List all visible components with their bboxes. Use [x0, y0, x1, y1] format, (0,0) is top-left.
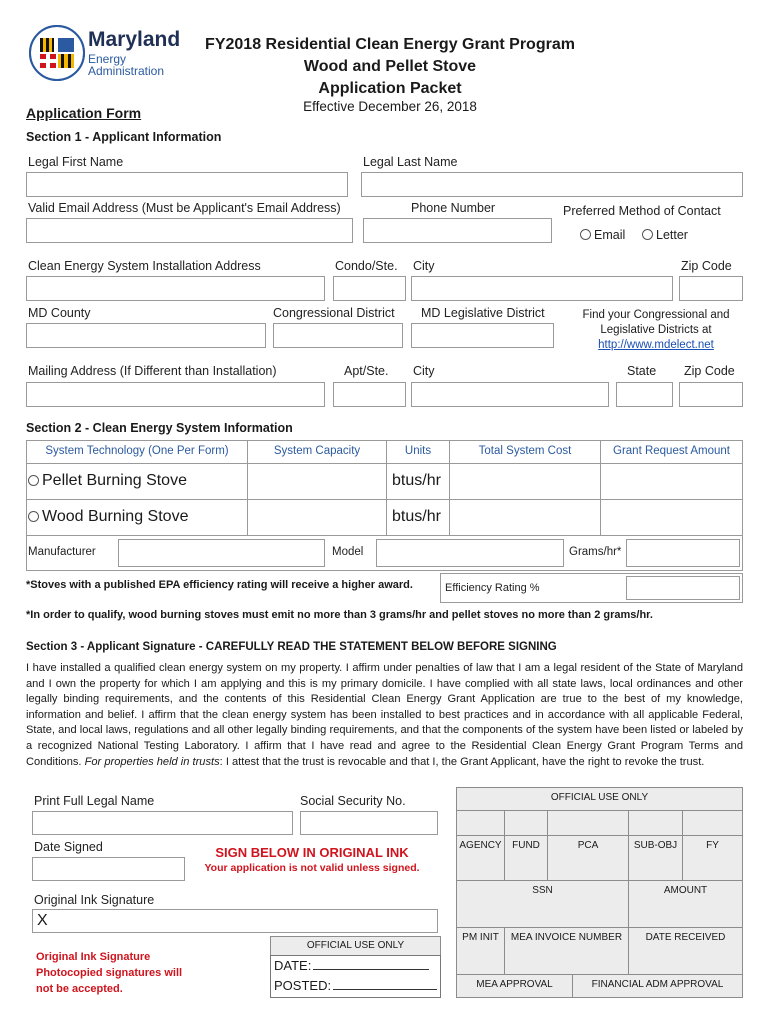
- statement-italic: For properties held in trusts: [84, 755, 220, 768]
- form-title: Application Form: [26, 105, 142, 121]
- print-name-label: Print Full Legal Name: [34, 794, 155, 808]
- opt-email-label: Email: [594, 228, 626, 242]
- email-label: Valid Email Address (Must be Applicant's Email Address): [28, 201, 341, 215]
- city2-field[interactable]: [411, 382, 609, 407]
- qualify-note: *In order to qualify, wood burning stoves must emit no more than 3 grams/hr and pellet stoves no more than 2 grams/hr.: [26, 609, 653, 621]
- congressional-label: Congressional District: [273, 306, 395, 320]
- phone-field[interactable]: [363, 218, 552, 243]
- radio-letter-icon[interactable]: [642, 229, 653, 240]
- state-field[interactable]: [616, 382, 673, 407]
- mdelect-link[interactable]: http://www.mdelect.net: [598, 339, 714, 351]
- last-name-label: Legal Last Name: [363, 155, 458, 169]
- header-line3: Application Packet: [318, 80, 462, 97]
- office-blank-4: [628, 810, 683, 836]
- mailing-address-field[interactable]: [26, 382, 325, 407]
- orig-sig-label: Original Ink Signature: [34, 893, 155, 907]
- wood-option[interactable]: [28, 508, 188, 526]
- col-units: Units: [404, 445, 432, 457]
- zip2-field[interactable]: [679, 382, 743, 407]
- not-valid-note: Your application is not valid unless signed.: [204, 862, 420, 874]
- col-tech: System Technology (One Per Form): [45, 445, 229, 457]
- warn-line1: Original Ink Signature: [36, 951, 151, 963]
- contact-letter-option[interactable]: [642, 228, 688, 242]
- find-line2: Legislative Districts at: [600, 324, 712, 336]
- email-field[interactable]: [26, 218, 353, 243]
- office-mea-approval: MEA APPROVAL: [456, 974, 573, 998]
- office-subobj: SUB-OBJ: [628, 835, 683, 881]
- statement-end: : I attest that the trust is revocable and that I, the Grant Applicant, have the right to revoke the trust.: [219, 755, 705, 768]
- col-grant: Grant Request Amount: [613, 445, 730, 457]
- office-mea-invoice: MEA INVOICE NUMBER: [504, 927, 629, 975]
- epa-note: *Stoves with a published EPA efficiency rating will receive a higher award.: [26, 579, 413, 591]
- condo-label: Condo/Ste.: [335, 259, 398, 273]
- wood-label: Wood Burning Stove: [42, 508, 189, 525]
- city2-label: City: [413, 364, 435, 378]
- office-date-received: DATE RECEIVED: [628, 927, 743, 975]
- efficiency-field[interactable]: [626, 576, 740, 600]
- pellet-cost-field[interactable]: [449, 463, 601, 500]
- ssn-field[interactable]: [300, 811, 438, 835]
- posted-line-label: POSTED:: [274, 978, 332, 993]
- date-signed-field[interactable]: [32, 857, 185, 881]
- phone-label: Phone Number: [411, 201, 496, 215]
- office-blank-2: [504, 810, 548, 836]
- warn-line2: Photocopied signatures will: [36, 967, 183, 979]
- date-signed-label: Date Signed: [34, 840, 103, 854]
- brand-name: Maryland: [88, 28, 181, 51]
- office-ssn: SSN: [456, 880, 629, 928]
- radio-email-icon[interactable]: [580, 229, 591, 240]
- radio-wood-icon[interactable]: [28, 511, 39, 522]
- install-address-field[interactable]: [26, 276, 325, 301]
- grams-field[interactable]: [626, 539, 740, 567]
- model-field[interactable]: [376, 539, 564, 567]
- warn-line3: not be accepted.: [36, 983, 123, 995]
- find-line1: Find your Congressional and: [582, 309, 730, 321]
- zip2-label: Zip Code: [684, 364, 735, 378]
- mailing-label: Mailing Address (If Different than Installation): [28, 364, 277, 378]
- print-name-field[interactable]: [32, 811, 293, 835]
- model-label: Model: [332, 546, 364, 558]
- pellet-grant-field[interactable]: [600, 463, 743, 500]
- condo-field[interactable]: [333, 276, 406, 301]
- pellet-unit: btus/hr: [392, 472, 441, 489]
- header-line2: Wood and Pellet Stove: [303, 58, 477, 75]
- posted-line: [274, 978, 437, 993]
- pellet-option[interactable]: [28, 472, 187, 490]
- brand-sub1: Energy: [88, 52, 127, 66]
- zip-label: Zip Code: [681, 259, 732, 273]
- contact-email-option[interactable]: [580, 228, 625, 242]
- office-title: OFFICIAL USE ONLY: [456, 787, 743, 811]
- header-block: [170, 34, 610, 100]
- office-pminit: PM INIT: [456, 927, 505, 975]
- manufacturer-field[interactable]: [118, 539, 325, 567]
- install-address-label: Clean Energy System Installation Address: [28, 259, 261, 273]
- office-fin-approval: FINANCIAL ADM APPROVAL: [572, 974, 743, 998]
- office-use-small-header: OFFICIAL USE ONLY: [270, 936, 441, 956]
- office-blank-3: [547, 810, 629, 836]
- manufacturer-label: Manufacturer: [28, 546, 96, 558]
- find-district-note: [566, 308, 746, 353]
- county-label: MD County: [28, 306, 91, 320]
- last-name-field[interactable]: [361, 172, 743, 197]
- congressional-field[interactable]: [273, 323, 403, 348]
- date-line: [274, 958, 429, 973]
- maryland-logo: [28, 24, 86, 82]
- office-blank-1: [456, 810, 505, 836]
- grams-label: Grams/hr*: [569, 546, 622, 558]
- office-amount: AMOUNT: [628, 880, 743, 928]
- wood-cost-field[interactable]: [449, 499, 601, 536]
- zip-field[interactable]: [679, 276, 743, 301]
- wood-unit: btus/hr: [392, 508, 441, 525]
- county-field[interactable]: [26, 323, 266, 348]
- date-line-label: DATE:: [274, 958, 312, 973]
- office-fund: FUND: [504, 835, 548, 881]
- legislative-field[interactable]: [411, 323, 554, 348]
- wood-capacity-field[interactable]: [247, 499, 387, 536]
- first-name-label: Legal First Name: [28, 155, 124, 169]
- col-cost: Total System Cost: [478, 445, 572, 457]
- brand-sub2: Administration: [88, 64, 165, 78]
- section2-title: Section 2 - Clean Energy System Information: [26, 421, 293, 435]
- header-line1: FY2018 Residential Clean Energy Grant Program: [205, 36, 575, 53]
- signature-field[interactable]: [32, 909, 438, 933]
- opt-letter-label: Letter: [656, 228, 688, 242]
- city-field[interactable]: [411, 276, 673, 301]
- radio-pellet-icon[interactable]: [28, 475, 39, 486]
- pellet-capacity-field[interactable]: [247, 463, 387, 500]
- efficiency-label: Efficiency Rating %: [445, 582, 540, 594]
- apt-field[interactable]: [333, 382, 406, 407]
- col-capacity: System Capacity: [273, 445, 361, 457]
- pellet-label: Pellet Burning Stove: [42, 472, 187, 489]
- office-pca: PCA: [547, 835, 629, 881]
- first-name-field[interactable]: [26, 172, 348, 197]
- section1-title: Section 1 - Applicant Information: [26, 130, 222, 144]
- statement-main: I have installed a qualified clean energy system on my property. I affirm under penalties of law that I am a legal resident of the State of Maryland and I own the property for which I am applying and this is my primary domicile. I have complied with all state laws, local ordinances and other legally binding requirements, and the contents of this Residential Clean Energy Grant Application are true to the best of my knowledge, information and belief. I affirm that the clean energy system has been installed to best practices and in accordance with all applicable Federal, State, and local laws, regulations and all other legally binding requirements, and that the components of the system have been listed or labeled by a recognized National Testing Laboratory. I affirm that I have read and agree to the Residential Clean Energy Grant Program Terms and Conditions.: [26, 662, 743, 768]
- office-agency: AGENCY: [456, 835, 505, 881]
- ssn-label: Social Security No.: [300, 794, 406, 808]
- warning-block: [36, 949, 182, 997]
- signature-x: X: [37, 912, 48, 929]
- office-fy: FY: [682, 835, 743, 881]
- apt-label: Apt/Ste.: [344, 364, 389, 378]
- office-blank-5: [682, 810, 743, 836]
- legislative-label: MD Legislative District: [421, 306, 545, 320]
- state-label: State: [627, 364, 657, 378]
- city-label: City: [413, 259, 435, 273]
- sign-below: SIGN BELOW IN ORIGINAL INK: [215, 845, 409, 860]
- wood-grant-field[interactable]: [600, 499, 743, 536]
- statement: [26, 661, 743, 770]
- contact-method-label: Preferred Method of Contact: [563, 204, 721, 218]
- effective-date: Effective December 26, 2018: [303, 99, 477, 114]
- section3-title: Section 3 - Applicant Signature - CAREFULLY READ THE STATEMENT BELOW BEFORE SIGNING: [26, 641, 557, 653]
